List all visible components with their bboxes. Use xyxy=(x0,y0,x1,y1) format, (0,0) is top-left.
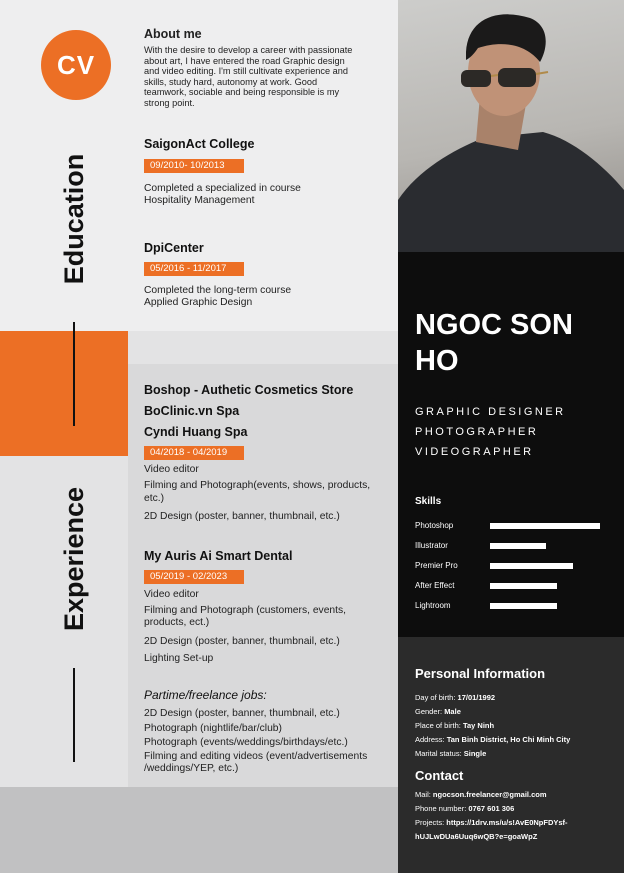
skill-label: Photoshop xyxy=(415,521,454,530)
pob-label: Place of birth: xyxy=(415,721,463,730)
gender-value: Male xyxy=(444,707,461,716)
experience-1-line-3: etc.) xyxy=(144,493,165,504)
experience-date-1: 04/2018 - 04/2019 xyxy=(144,446,244,460)
profile-roles xyxy=(415,402,566,462)
phone-value[interactable]: 0767 601 306 xyxy=(468,804,515,813)
experience-company-3: Cyndi Huang Spa xyxy=(144,425,248,439)
about-text: With the desire to develop a career with passionate about art, I have entered the road Graphic design and video editing. I'm still cultivate experience and skills, study hard, autonomy at work. Good teamwork, sociable and being responsible is my strong point. xyxy=(144,45,353,108)
experience-1-line-1: Video editor xyxy=(144,464,199,475)
projects-link-line-2[interactable]: hUJLwDUa6Uuq6wQB?e=goaWpZ xyxy=(415,832,538,841)
education-divider xyxy=(73,322,75,426)
marital-label: Marital status: xyxy=(415,749,464,758)
projects-label: Projects: xyxy=(415,818,447,827)
experience-company-2: BoClinic.vn Spa xyxy=(144,404,240,418)
personal-info-title: Personal Information xyxy=(415,666,546,681)
left-bottom-background xyxy=(0,787,398,873)
freelance-title: Partime/freelance jobs: xyxy=(144,688,267,702)
about-title: About me xyxy=(144,27,202,41)
profile-name-line-2: HO xyxy=(415,345,459,377)
experience-divider xyxy=(73,668,75,762)
address-row xyxy=(415,735,570,744)
education-line-2a: Completed the long-term course xyxy=(144,285,292,296)
profile-name-line-1: NGOC SON xyxy=(415,309,573,341)
education-line-1a: Completed a specialized in course xyxy=(144,183,301,194)
projects-link-line-1[interactable]: https://1drv.ms/u/s!AvE0NpFDYsf- xyxy=(446,818,568,827)
experience-1-line-2: Filming and Photograph(events, shows, products, xyxy=(144,480,371,491)
experience-2-line-4: 2D Design (poster, banner, thumbnail, etc.) xyxy=(144,636,340,647)
skill-label: Premier Pro xyxy=(415,561,458,570)
contact-title: Contact xyxy=(415,768,464,783)
marital-row xyxy=(415,749,486,758)
address-label: Address: xyxy=(415,735,447,744)
orange-accent-block xyxy=(0,331,128,456)
mail-label: Mail: xyxy=(415,790,433,799)
skill-level-bar xyxy=(490,563,573,569)
mail-row xyxy=(415,790,547,799)
role-3: VIDEOGRAPHER xyxy=(415,446,534,458)
phone-label: Phone number: xyxy=(415,804,469,813)
education-line-2b: Applied Graphic Design xyxy=(144,297,253,308)
marital-value: Single xyxy=(463,749,487,758)
address-value: Tan Binh District, Ho Chi Minh City xyxy=(446,735,571,744)
skill-level-bar xyxy=(490,583,557,589)
experience-2-line-3: products, ect.) xyxy=(144,617,210,628)
pob-value: Tay Ninh xyxy=(462,721,495,730)
gender-row xyxy=(415,707,461,716)
pob-row xyxy=(415,721,494,730)
role-2: PHOTOGRAPHER xyxy=(415,426,539,438)
dob-row xyxy=(415,693,495,702)
experience-2-line-1: Video editor xyxy=(144,589,199,600)
education-date-2: 05/2016 - 11/2017 xyxy=(144,262,244,276)
experience-date-2: 05/2019 - 02/2023 xyxy=(144,570,244,584)
skill-label: Illustrator xyxy=(415,541,448,550)
dob-value: 17/01/1992 xyxy=(457,693,496,702)
dob-label: Day of birth: xyxy=(415,693,458,702)
skill-label: After Effect xyxy=(415,581,455,590)
education-date-1: 09/2010- 10/2013 xyxy=(144,159,244,173)
freelance-line-3: Photograph (events/weddings/birthdays/etc.) xyxy=(144,737,348,748)
mail-link[interactable]: ngocson.freelancer@gmail.com xyxy=(432,790,547,799)
role-1: GRAPHIC DESIGNER xyxy=(415,406,566,418)
skill-label: Lightroom xyxy=(415,601,451,610)
experience-company-1: Boshop - Authetic Cosmetics Store xyxy=(144,383,354,397)
skill-level-bar xyxy=(490,523,600,529)
education-line-1b: Hospitality Management xyxy=(144,195,255,206)
education-section-title: Education xyxy=(59,153,89,285)
education-school-2: DpiCenter xyxy=(144,241,204,255)
freelance-line-5: /weddings/YEP, etc.) xyxy=(144,763,239,774)
freelance-line-4: Filming and editing videos (event/advertisements xyxy=(144,751,368,762)
portrait-illustration xyxy=(398,0,624,252)
freelance-line-2: Photograph (nightlife/bar/club) xyxy=(144,723,282,734)
profile-photo xyxy=(398,0,624,252)
skill-level-bar xyxy=(490,543,546,549)
freelance-line-1: 2D Design (poster, banner, thumbnail, etc.) xyxy=(144,708,340,719)
profile-name xyxy=(415,307,615,379)
experience-1-line-4: 2D Design (poster, banner, thumbnail, etc.) xyxy=(144,511,340,522)
experience-company-4: My Auris Ai Smart Dental xyxy=(144,549,293,563)
skills-title: Skills xyxy=(415,496,442,507)
projects-row xyxy=(415,818,568,827)
education-school-1: SaigonAct College xyxy=(144,137,255,151)
gender-label: Gender: xyxy=(415,707,445,716)
experience-2-line-2: Filming and Photograph (customers, events, xyxy=(144,605,347,616)
experience-section-title: Experience xyxy=(59,486,89,632)
experience-2-line-5: Lighting Set-up xyxy=(144,653,214,664)
cv-badge: CV xyxy=(41,30,111,100)
phone-row xyxy=(415,804,514,813)
skill-level-bar xyxy=(490,603,557,609)
projects-row-2 xyxy=(415,832,537,841)
